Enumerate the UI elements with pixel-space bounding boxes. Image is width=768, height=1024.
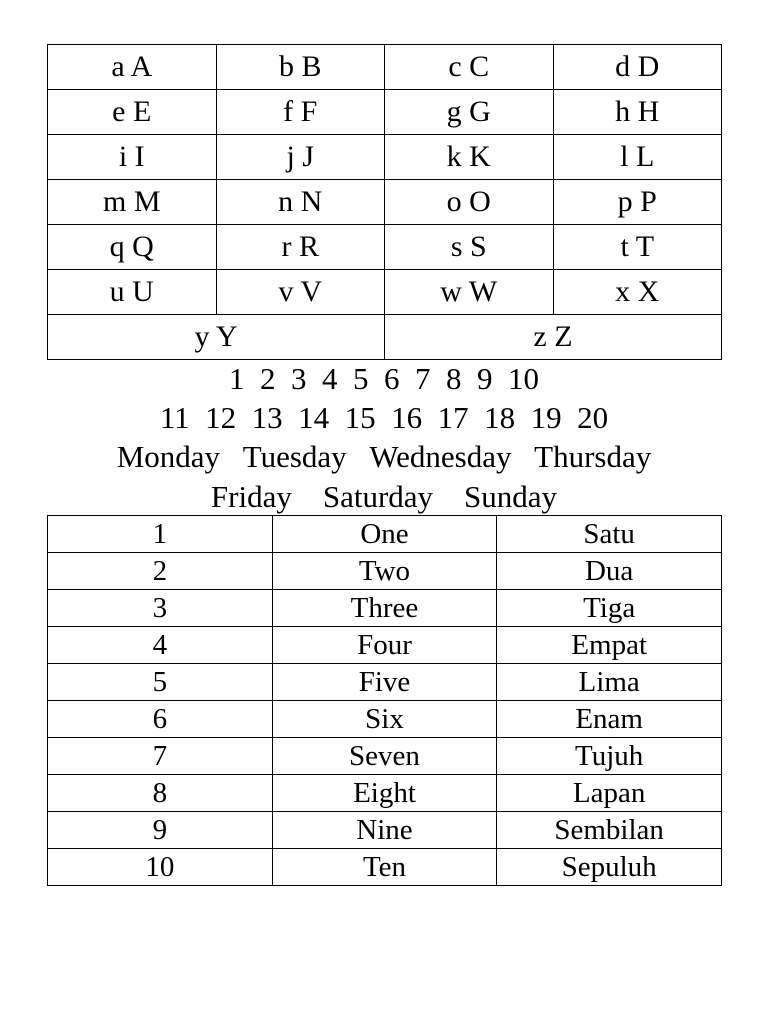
numeral-cell: 3 xyxy=(48,590,273,627)
numeral-cell: 9 xyxy=(48,812,273,849)
letter-cell: o O xyxy=(385,180,554,225)
table-row xyxy=(48,627,722,664)
table-row xyxy=(48,738,722,775)
alphabet-row xyxy=(48,90,722,135)
letter-cell: r R xyxy=(216,225,385,270)
table-row xyxy=(48,701,722,738)
letter-cell: d D xyxy=(553,45,722,90)
table-row xyxy=(48,590,722,627)
malay-word-cell: Empat xyxy=(497,627,722,664)
letter-cell: p P xyxy=(553,180,722,225)
letter-cell: j J xyxy=(216,135,385,180)
table-row xyxy=(48,553,722,590)
letter-cell: f F xyxy=(216,90,385,135)
english-word-cell: Six xyxy=(272,701,497,738)
letter-cell: c C xyxy=(385,45,554,90)
table-row xyxy=(48,849,722,886)
malay-word-cell: Lapan xyxy=(497,775,722,812)
table-row xyxy=(48,812,722,849)
letter-cell: q Q xyxy=(48,225,217,270)
numeral-cell: 1 xyxy=(48,516,273,553)
letter-cell: g G xyxy=(385,90,554,135)
english-word-cell: Two xyxy=(272,553,497,590)
letter-cell: a A xyxy=(48,45,217,90)
numeral-cell: 4 xyxy=(48,627,273,664)
alphabet-row xyxy=(48,135,722,180)
alphabet-row xyxy=(48,180,722,225)
days-row: Monday Tuesday Wednesday Thursday xyxy=(116,439,652,474)
english-word-cell: Three xyxy=(272,590,497,627)
malay-word-cell: Lima xyxy=(497,664,722,701)
letter-cell: z Z xyxy=(385,315,722,360)
english-word-cell: Four xyxy=(272,627,497,664)
letter-cell: y Y xyxy=(48,315,385,360)
alphabet-row xyxy=(48,315,722,360)
table-row xyxy=(48,775,722,812)
letter-cell: e E xyxy=(48,90,217,135)
table-row xyxy=(48,516,722,553)
malay-word-cell: Tujuh xyxy=(497,738,722,775)
numeral-cell: 8 xyxy=(48,775,273,812)
english-word-cell: Ten xyxy=(272,849,497,886)
numbers-row: 1 2 3 4 5 6 7 8 9 10 xyxy=(229,361,539,396)
letter-cell: m M xyxy=(48,180,217,225)
alphabet-table xyxy=(47,44,722,360)
letter-cell: k K xyxy=(385,135,554,180)
numeral-cell: 6 xyxy=(48,701,273,738)
days-row: Friday Saturday Sunday xyxy=(210,479,558,514)
numeral-cell: 10 xyxy=(48,849,273,886)
letter-cell: i I xyxy=(48,135,217,180)
letter-cell: h H xyxy=(553,90,722,135)
malay-word-cell: Enam xyxy=(497,701,722,738)
malay-word-cell: Sepuluh xyxy=(497,849,722,886)
number-words-table xyxy=(47,515,722,886)
english-word-cell: Eight xyxy=(272,775,497,812)
numeral-cell: 7 xyxy=(48,738,273,775)
letter-cell: s S xyxy=(385,225,554,270)
malay-word-cell: Tiga xyxy=(497,590,722,627)
letter-cell: n N xyxy=(216,180,385,225)
letter-cell: x X xyxy=(553,270,722,315)
malay-word-cell: Dua xyxy=(497,553,722,590)
english-word-cell: Five xyxy=(272,664,497,701)
alphabet-row xyxy=(48,225,722,270)
numbers-row: 11 12 13 14 15 16 17 18 19 20 xyxy=(159,400,609,435)
alphabet-row xyxy=(48,45,722,90)
english-word-cell: One xyxy=(272,516,497,553)
table-row xyxy=(48,664,722,701)
letter-cell: u U xyxy=(48,270,217,315)
alphabet-row xyxy=(48,270,722,315)
numeral-cell: 5 xyxy=(48,664,273,701)
letter-cell: b B xyxy=(216,45,385,90)
numeral-cell: 2 xyxy=(48,553,273,590)
english-word-cell: Seven xyxy=(272,738,497,775)
letter-cell: w W xyxy=(385,270,554,315)
english-word-cell: Nine xyxy=(272,812,497,849)
letter-cell: v V xyxy=(216,270,385,315)
letter-cell: l L xyxy=(553,135,722,180)
letter-cell: t T xyxy=(553,225,722,270)
malay-word-cell: Sembilan xyxy=(497,812,722,849)
malay-word-cell: Satu xyxy=(497,516,722,553)
